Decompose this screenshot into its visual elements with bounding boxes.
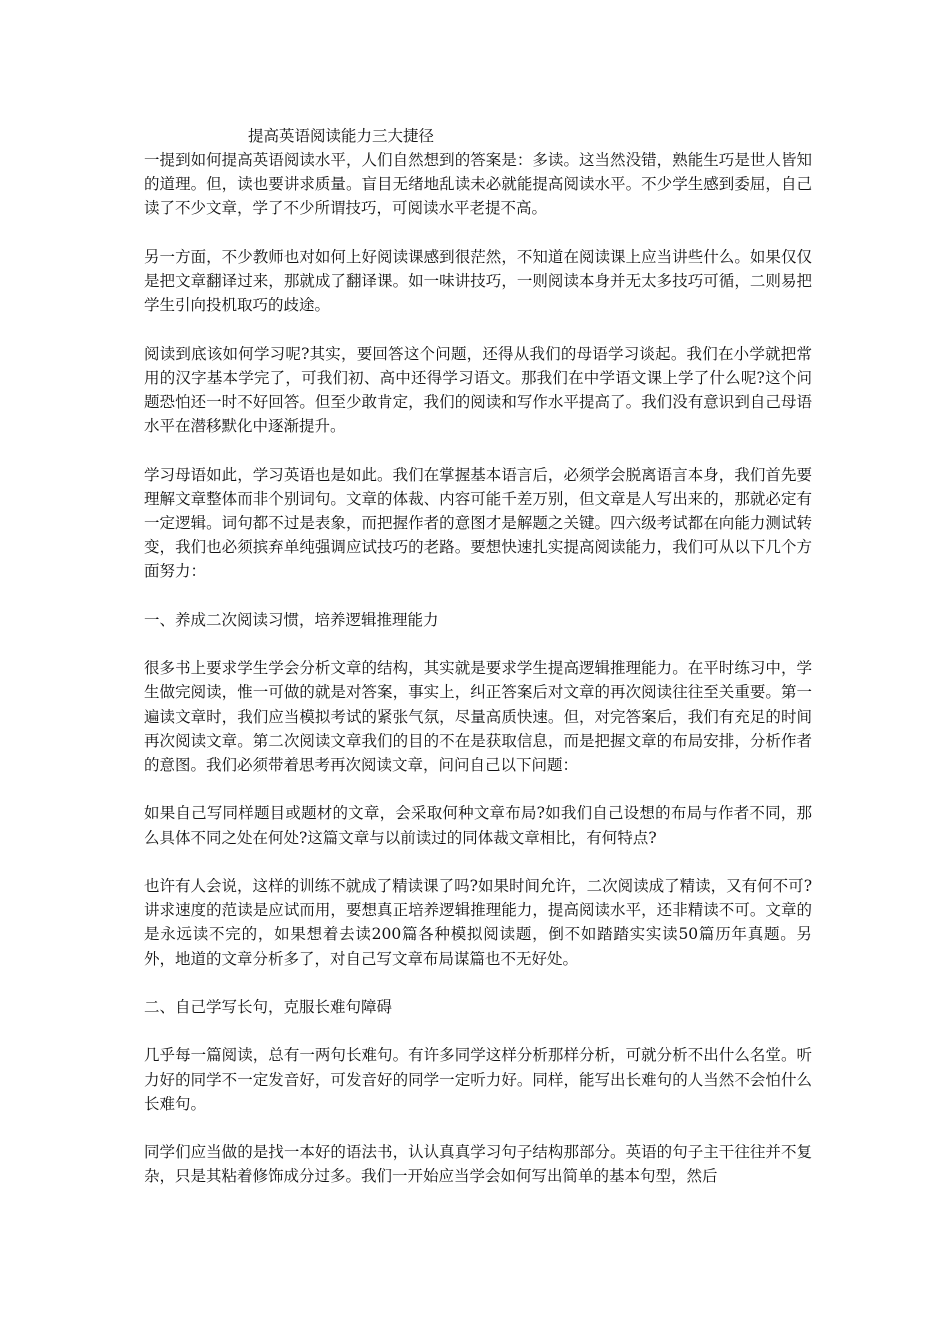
paragraph-learning-english: 学习母语如此，学习英语也是如此。我们在掌握基本语言后，必须学会脱离语言本身，我们首先要理解文章整体而非个别词句。文章的体裁、内容可能千差万别，但文章是人写出来的，那就必定有一定逻辑。词句都不过是表象，而把握作者的意图才是解题之关键。四六级考试都在向能力测试转变，我们也必须摈弃单纯强调应试技巧的老路。要想快速扎实提高阅读能力，我们可从以下几个方面努力：	[144, 465, 812, 581]
document-body	[144, 148, 812, 1213]
paragraph-questions: 如果自己写同样题目或题材的文章，会采取何种文章布局?如我们自己设想的布局与作者不同，那么具体不同之处在何处?这篇文章与以前读过的同体裁文章相比，有何特点?	[144, 804, 812, 847]
paragraph-second-reading: 很多书上要求学生学会分析文章的结构，其实就是要求学生提高逻辑推理能力。在平时练习中，学生做完阅读，惟一可做的就是对答案，事实上，纠正答案后对文章的再次阅读往往至关重要。第一遍读文章时，我们应当模拟考试的紧张气氛，尽量高质快速。但，对完答案后，我们有充足的时间再次阅读文章。第二次阅读文章我们的目的不在是获取信息，而是把握文章的布局安排，分析作者的意图。我们必须带着思考再次阅读文章，问问自己以下问题：	[144, 659, 812, 774]
section-heading-1: 一、养成二次阅读习惯，培养逻辑推理能力	[144, 610, 439, 629]
paragraph-intensive-reading: 也许有人会说，这样的训练不就成了精读课了吗?如果时间允许，二次阅读成了精读，又有何不可?讲求速度的范读是应试而用，要想真正培养逻辑推理能力，提高阅读水平，还非精读不可。文章的是永远读不完的，如果想着去读200篇各种模拟阅读题，倒不如踏踏实实读50篇历年真题。另外，地道的文章分析多了，对自己写文章布局谋篇也不无好处。	[144, 876, 812, 968]
paragraph-teachers: 另一方面，不少教师也对如何上好阅读课感到很茫然，不知道在阅读课上应当讲些什么。如果仅仅是把文章翻译过来，那就成了翻译课。如一味讲技巧，一则阅读本身并无太多技巧可循，二则易把学生引向投机取巧的歧途。	[144, 247, 812, 315]
document-title: 提高英语阅读能力三大捷径	[248, 127, 435, 145]
section-heading-2: 二、自己学写长句，克服长难句障碍	[144, 997, 393, 1016]
paragraph-grammar-book: 同学们应当做的是找一本好的语法书，认认真真学习句子结构那部分。英语的句子主干往往并不复杂，只是其粘着修饰成分过多。我们一开始应当学会如何写出简单的基本句型，然后	[144, 1143, 812, 1186]
paragraph-mother-tongue: 阅读到底该如何学习呢?其实，要回答这个问题，还得从我们的母语学习谈起。我们在小学就把常用的汉字基本学完了，可我们初、高中还得学习语文。那我们在中学语文课上学了什么呢?这个问题恐怕还一时不好回答。但至少敢肯定，我们的阅读和写作水平提高了。我们没有意识到自己母语水平在潜移默化中逐渐提升。	[144, 344, 812, 436]
paragraph-intro: 一提到如何提高英语阅读水平，人们自然想到的答案是：多读。这当然没错，熟能生巧是世人皆知的道理。但，读也要讲求质量。盲目无绪地乱读未必就能提高阅读水平。不少学生感到委屈，自己读了不少文章，学了不少所谓技巧，可阅读水平老提不高。	[144, 151, 812, 218]
paragraph-long-sentences: 几乎每一篇阅读，总有一两句长难句。有许多同学这样分析那样分析，可就分析不出什么名堂。听力好的同学不一定发音好，可发音好的同学一定听力好。同样，能写出长难句的人当然不会怕什么长难句。	[144, 1046, 812, 1113]
